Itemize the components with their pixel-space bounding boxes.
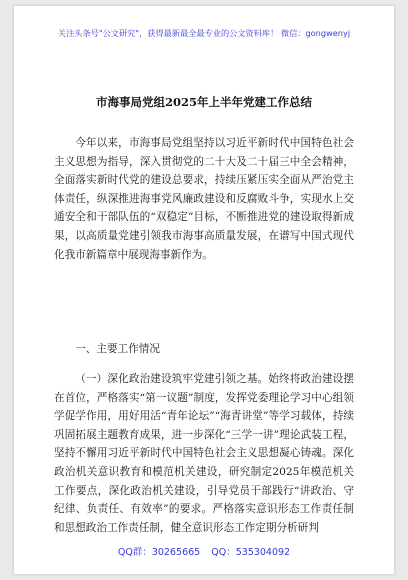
body-paragraph-2-block [54,370,354,537]
document-page [14,6,394,574]
section-heading-block [54,340,354,359]
section-heading: 一、主要工作情况 [75,343,160,355]
body-paragraph: 今年以来，市海事局党组坚持以习近平新时代中国特色社会主义思想为指导，深入贯彻党的二十大及二十届三中全会精神，全面落实新时代党的建设总要求，持续压紧压实全面从严治党主体责任，纵深推进海事党风廉政建设和反腐败斗争，实现水上交通安全和干部队伍的“双稳定”目标，不断推进党的建设取得新成果，以高质量党建引领我市海事高质量发展，在谱写中国式现代化我市新篇章中展现海事新作为。 [54,137,354,261]
footer-contact [14,544,394,558]
document-title: 市海事局党组2025年上半年党建工作总结 [95,95,312,109]
header-banner: 关注头条号"公文研究"，获得最新最全最专业的公文资料库！ 微信：gongwenyj [57,28,351,38]
footer-qq-group: QQ群：30265665 [117,547,201,558]
footer-qq: QQ：535304092 [211,547,291,558]
body-paragraph-1-block [54,134,354,264]
body-paragraph: （一）深化政治建设筑牢党建引领之基。始终将政治建设摆在首位，严格落实“第一议题”制度，发挥党委理论学习中心组领学促学作用，用好用活“青年论坛”“海青讲堂”等学习载体，持续巩固拓展主题教育成果，进一步深化“三学一讲”理论武装工程，坚持不懈用习近平新时代中国特色社会主义思想凝心铸魂。深化政治机关意识教育和模范机关建设，研究制定2025年模范机关工作要点，深化政治机关建设，引导党员干部践行“讲政治、守纪律、负责任、有效率”的要求。严格落实意识形态工作责任制和思想政治工作责任制，健全意识形态工作定期分析研判 [54,373,354,534]
